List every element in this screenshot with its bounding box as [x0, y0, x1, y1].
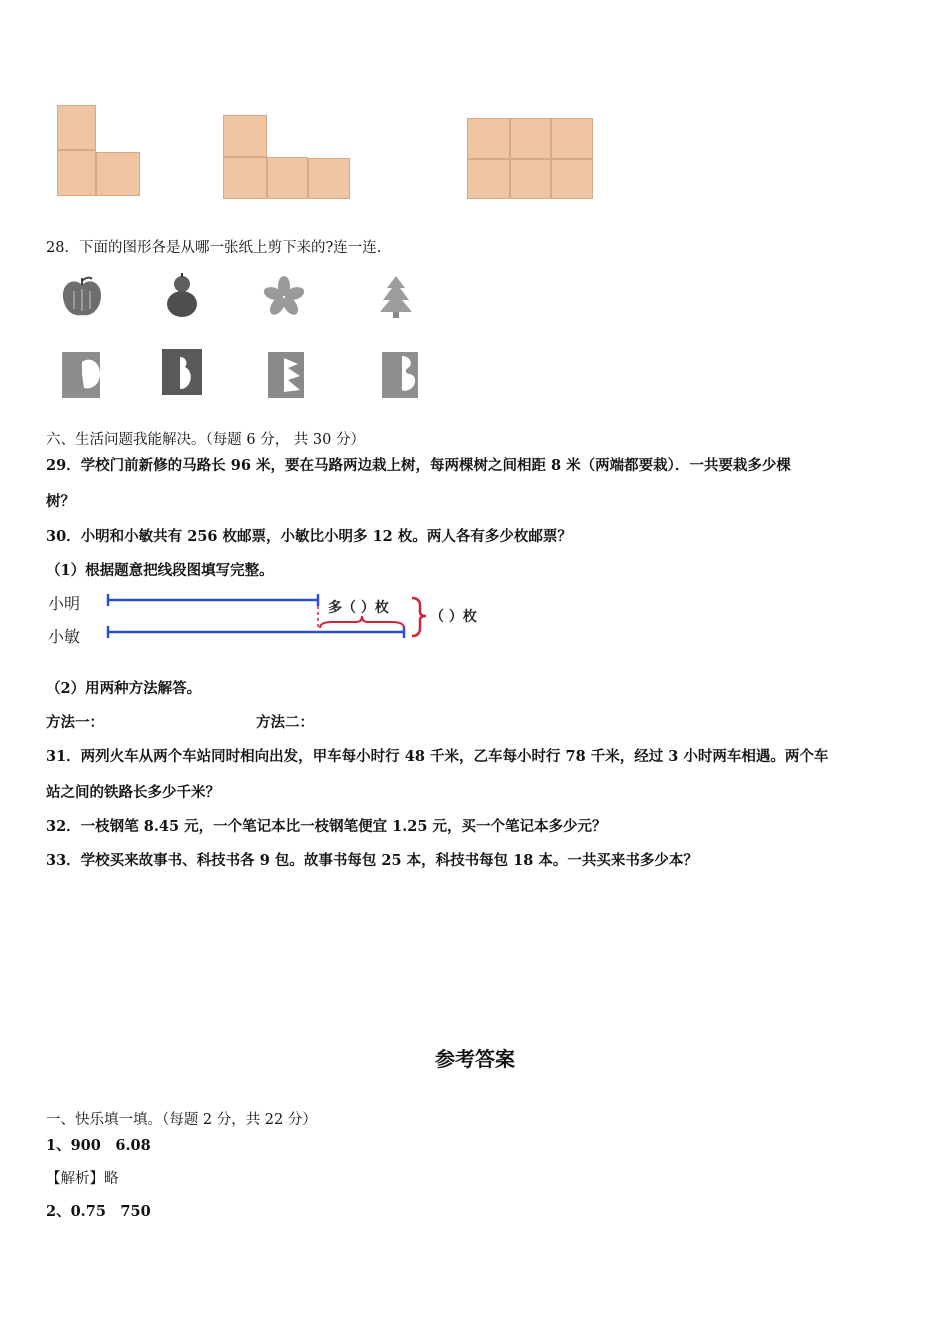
section-6-heading: 六、生活问题我能解决。（每题 6 分， 共 30 分） — [46, 432, 365, 448]
paper-sheet-c-icon — [266, 350, 312, 400]
question-31-line1: 31．两列火车从两个车站同时相向出发，甲车每小时行 48 千米，乙车每小时行 78 千米，经过 3 小时两车相遇。两个车 — [46, 748, 829, 765]
answer-1: 1、900 6.08 — [46, 1137, 151, 1154]
answer-2: 2、0.75 750 — [46, 1203, 151, 1220]
question-30-part2: （2）用两种方法解答。 — [46, 680, 202, 697]
flower-shape-icon — [262, 276, 306, 318]
question-29-line2: 树？ — [46, 493, 75, 510]
question-32: 32．一枝钢笔 8.45 元，一个笔记本比一枝钢笔便宜 1.25 元，买一个笔记本多少元？ — [46, 818, 607, 835]
tree-shape-icon — [377, 274, 415, 320]
more-count-label: 多（ ）枚 — [328, 600, 389, 616]
answer-section-1: 一、快乐填一填。（每题 2 分，共 22 分） — [46, 1112, 317, 1128]
question-31-line2: 站之间的铁路长多少千米？ — [46, 784, 220, 801]
question-33: 33．学校买来故事书、科技书各 9 包。故事书每包 25 本，科技书每包 18 本。一共买来书多少本？ — [46, 852, 698, 869]
paper-sheet-d-icon — [380, 350, 426, 400]
paper-sheet-b-icon — [160, 347, 206, 397]
answer-analysis: 【解析】略 — [46, 1171, 119, 1187]
question-30: 30．小明和小敏共有 256 枚邮票，小敏比小明多 12 枚。两人各有多少枚邮票？ — [46, 528, 572, 545]
total-count-label: （ ）枚 — [430, 609, 477, 625]
question-28: 28．下面的图形各是从哪一张纸上剪下来的?连一连. — [46, 240, 382, 256]
method-one-label: 方法一： — [46, 714, 104, 731]
gourd-shape-icon — [162, 272, 202, 320]
question-30-part1: （1）根据题意把线段图填写完整。 — [46, 562, 274, 579]
apple-shape-icon — [60, 275, 104, 319]
label-xiaomin: 小敏 — [48, 627, 81, 646]
question-29-line1: 29．学校门前新修的马路长 96 米，要在马路两边栽上树，每两棵树之间相距 8 米（两端都要栽）．一共要栽多少棵 — [46, 457, 791, 474]
label-xiaoming: 小明 — [48, 594, 81, 613]
paper-sheet-a-icon — [60, 350, 106, 400]
method-two-label: 方法二： — [256, 714, 314, 731]
answer-title: 参考答案 — [435, 1047, 515, 1071]
